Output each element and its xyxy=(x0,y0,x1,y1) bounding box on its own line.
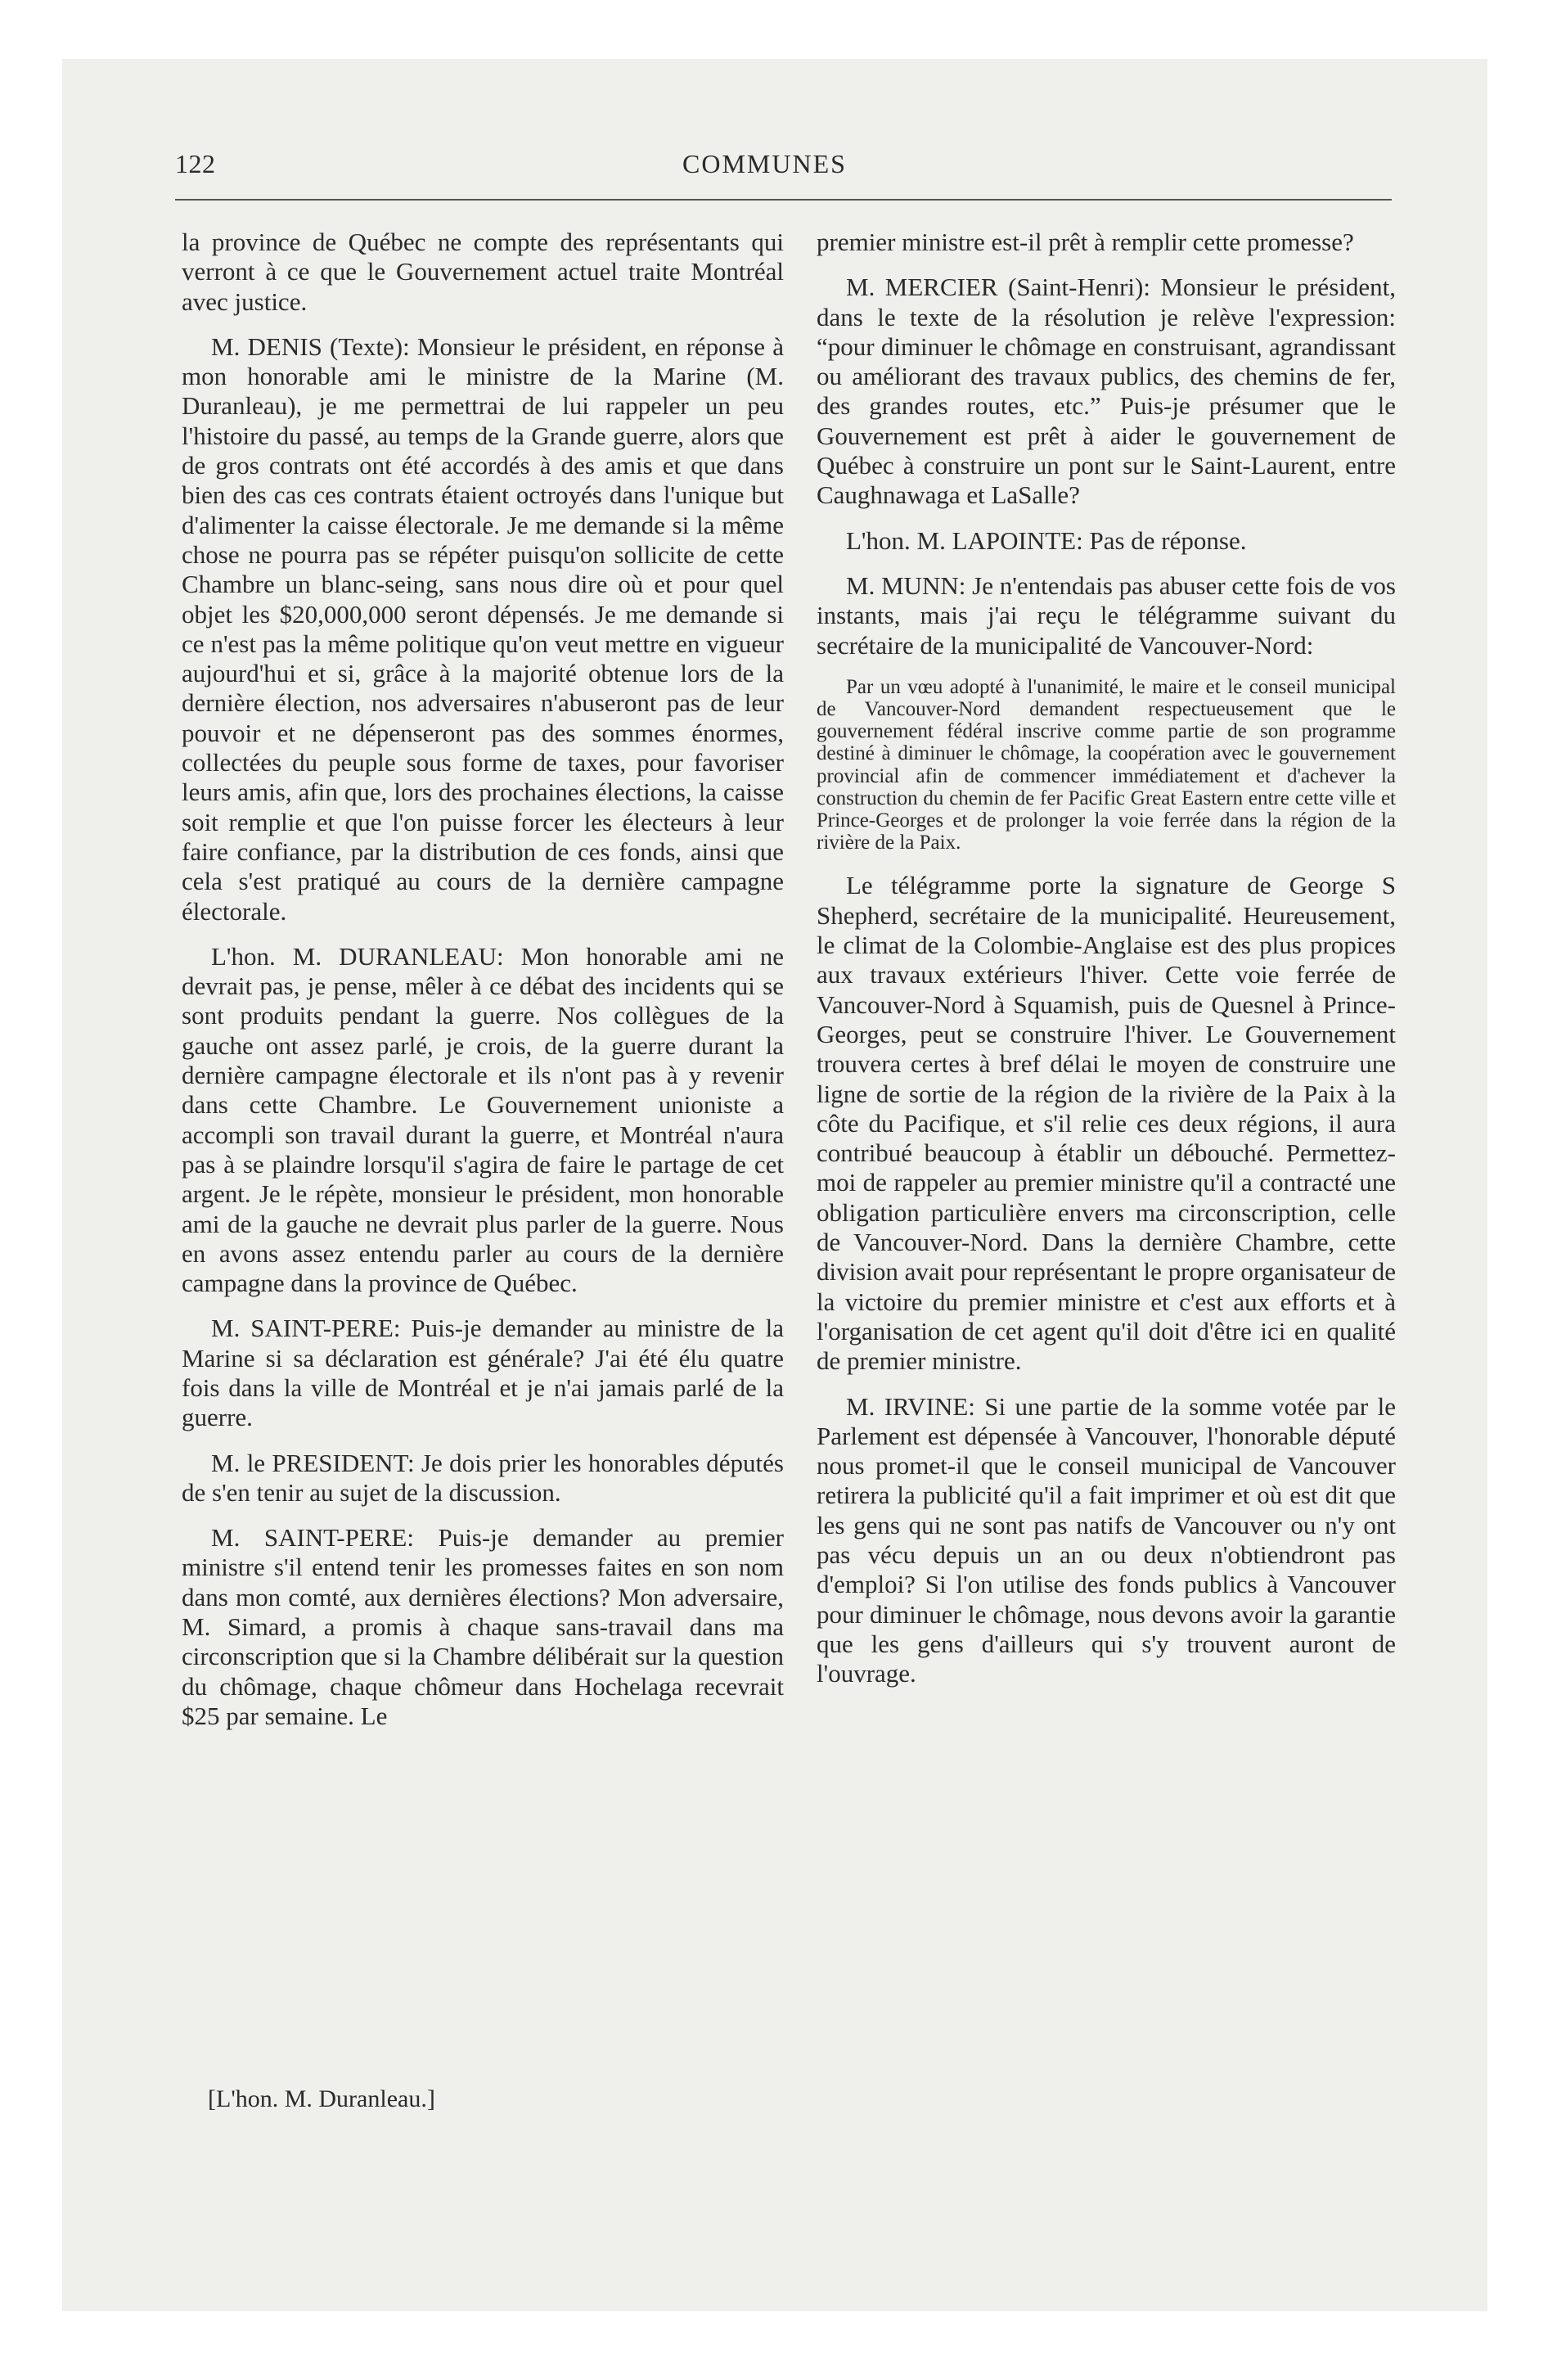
running-head: COMMUNES xyxy=(682,149,847,178)
paragraph-mercier: M. MERCIER (Saint-Henri): Monsieur le président, dans le texte de la résolution je relève l'expression: “pour diminuer le chômage en construisant, agrandissant ou améliorant des travaux publics, des chemins de fer, des grandes routes, etc.” Puis-je présumer que le Gouvernement est prêt à aider le gouvernement de Québec à construire un pont sur le Saint-Laurent, entre Caughnawaga et LaSalle? xyxy=(817,273,1396,510)
paragraph-munn: M. MUNN: Je n'entendais pas abuser cette fois de vos instants, mais j'ai reçu le télégramme suivant du secrétaire de la municipalité de Vancouver-Nord: xyxy=(817,570,1396,660)
right-column xyxy=(817,228,1396,1705)
paragraph-lapointe: L'hon. M. LAPOINTE: Pas de réponse. xyxy=(846,525,1247,555)
paragraph-continuation-right: premier ministre est-il prêt à remplir cette promesse? xyxy=(817,228,1354,256)
paragraph-saint-pere-2: M. SAINT-PERE: Puis-je demander au premier ministre s'il entend tenir les promesses faites en son nom dans mon comté, aux dernières élections? Mon adversaire, M. Simard, a promis à chaque sans-travail dans ma circonscription que si la Chambre délibérait sur la question du chômage, chaque chômeur dans Hochelaga recevrait $25 par semaine. Le xyxy=(182,1523,784,1730)
paragraph-continuation: la province de Québec ne compte des représentants qui verront à ce que le Gouvernement actuel traite Montréal avec justice. xyxy=(182,228,784,316)
paragraph-duranleau: L'hon. M. DURANLEAU: Mon honorable ami ne devrait pas, je pense, mêler à ce débat des incidents qui se sont produits pendant la guerre. Nos collègues de la gauche ont assez parlé, je crois, de la guerre durant la dernière campagne électorale et ils n'ont pas à y revenir dans cette Chambre. Le Gouvernement unioniste a accompli son travail durant la guerre, et Montréal n'aura pas à se plaindre lorsqu'il s'agira de faire le partage de cet argent. Je le répète, monsieur le président, mon honorable ami de la gauche ne devrait plus parler de la guerre. Nous en avons assez entendu parler au cours de la dernière campagne dans la province de Québec. xyxy=(182,941,784,1298)
paragraph-telegram-comment: Le télégramme porte la signature de George S Shepherd, secrétaire de la municipalité. Heureusement, le climat de la Colombie-Anglaise est des plus propices aux travaux extérieurs l'hiver. Cette voie ferrée de Vancouver-Nord à Squamish, puis de Quesnel à Prince-Georges, peut se construire l'hiver. Le Gouvernement trouvera certes à bref délai le moyen de construire une ligne de sortie de la région de la rivière de la Paix à la côte du Pacifique, et s'il relie ces deux régions, il aura contribué beaucoup à établir un débouché. Permettez-moi de rappeler au premier ministre qu'il a contracté une obligation particulière envers ma circonscription, celle de Vancouver-Nord. Dans la dernière Chambre, cette division avait pour représentant le propre organisateur de la victoire du premier ministre et c'est aux efforts et à l'organisation de cet agent qu'il doit d'être ici en qualité de premier ministre. xyxy=(817,871,1396,1376)
paragraph-irvine: M. IRVINE: Si une partie de la somme votée par le Parlement est dépensée à Vancouver, l'honorable député nous promet-il que le conseil municipal de Vancouver retirera la publicité qu'il a fait imprimer et où est dit que les gens qui ne sont pas natifs de Vancouver ou n'y ont pas vécu depuis un an ou deux n'obtiendront pas d'emploi? Si l'on utilise des fonds publics à Vancouver pour diminuer le chômage, nous devons avoir la garantie que les gens d'ailleurs qui s'y trouvent auront de l'ouvrage. xyxy=(817,1391,1396,1688)
left-column xyxy=(182,228,784,1747)
footer-speaker: [L'hon. M. Duranleau.] xyxy=(208,2085,435,2112)
page-number: 122 xyxy=(175,149,216,178)
paragraph-saint-pere-1: M. SAINT-PERE: Puis-je demander au ministre de la Marine si sa déclaration est générale? J'ai été élu quatre fois dans la ville de Montréal et je n'ai jamais parlé de la guerre. xyxy=(182,1314,784,1432)
paragraph-denis: M. DENIS (Texte): Monsieur le président, en réponse à mon honorable ami le ministre de la Marine (M. Duranleau), je me permettrai de lui rappeler un peu l'histoire du passé, au temps de la Grande guerre, alors que de gros contrats ont été accordés à des amis et que dans bien des cas ces contrats étaient octroyés dans l'unique but d'alimenter la caisse électorale. Je me demande si la même chose ne pourra pas se répéter puisqu'on sollicite de cette Chambre un blanc-seing, sans nous dire où et pour quel objet les $20,000,000 seront dépensés. Je me demande si ce n'est pas la même politique qu'on veut mettre en vigueur aujourd'hui et si, grâce à la majorité obtenue lors de la dernière élection, nos adversaires n'abuseront pas de leur pouvoir et ne dépenseront pas des sommes énormes, collectées du peuple sous forme de taxes, pour favoriser leurs amis, afin que, lors des prochaines élections, la caisse soit remplie et que l'on puisse forcer les électeurs à leur faire confiance, par la distribution de ces fonds, ainsi que cela s'est pratiqué au cours de la dernière campagne électorale. xyxy=(182,331,784,926)
header-rule xyxy=(175,199,1392,201)
telegram-quote: Par un vœu adopté à l'unanimité, le maire et le conseil municipal de Vancouver-Nord demandent respectueusement que le gouvernement fédéral inscrive comme partie de son programme destiné à diminuer le chômage, la coopération avec le gouvernement provincial afin de commencer immédiatement et d'achever la construction du chemin de fer Pacific Great Eastern entre cette ville et Prince-Georges et de prolonger la voie ferrée dans la région de la rivière de la Paix. xyxy=(817,675,1396,854)
page-header xyxy=(175,149,1392,188)
paragraph-president: M. le PRESIDENT: Je dois prier les honorables députés de s'en tenir au sujet de la discussion. xyxy=(182,1448,784,1507)
